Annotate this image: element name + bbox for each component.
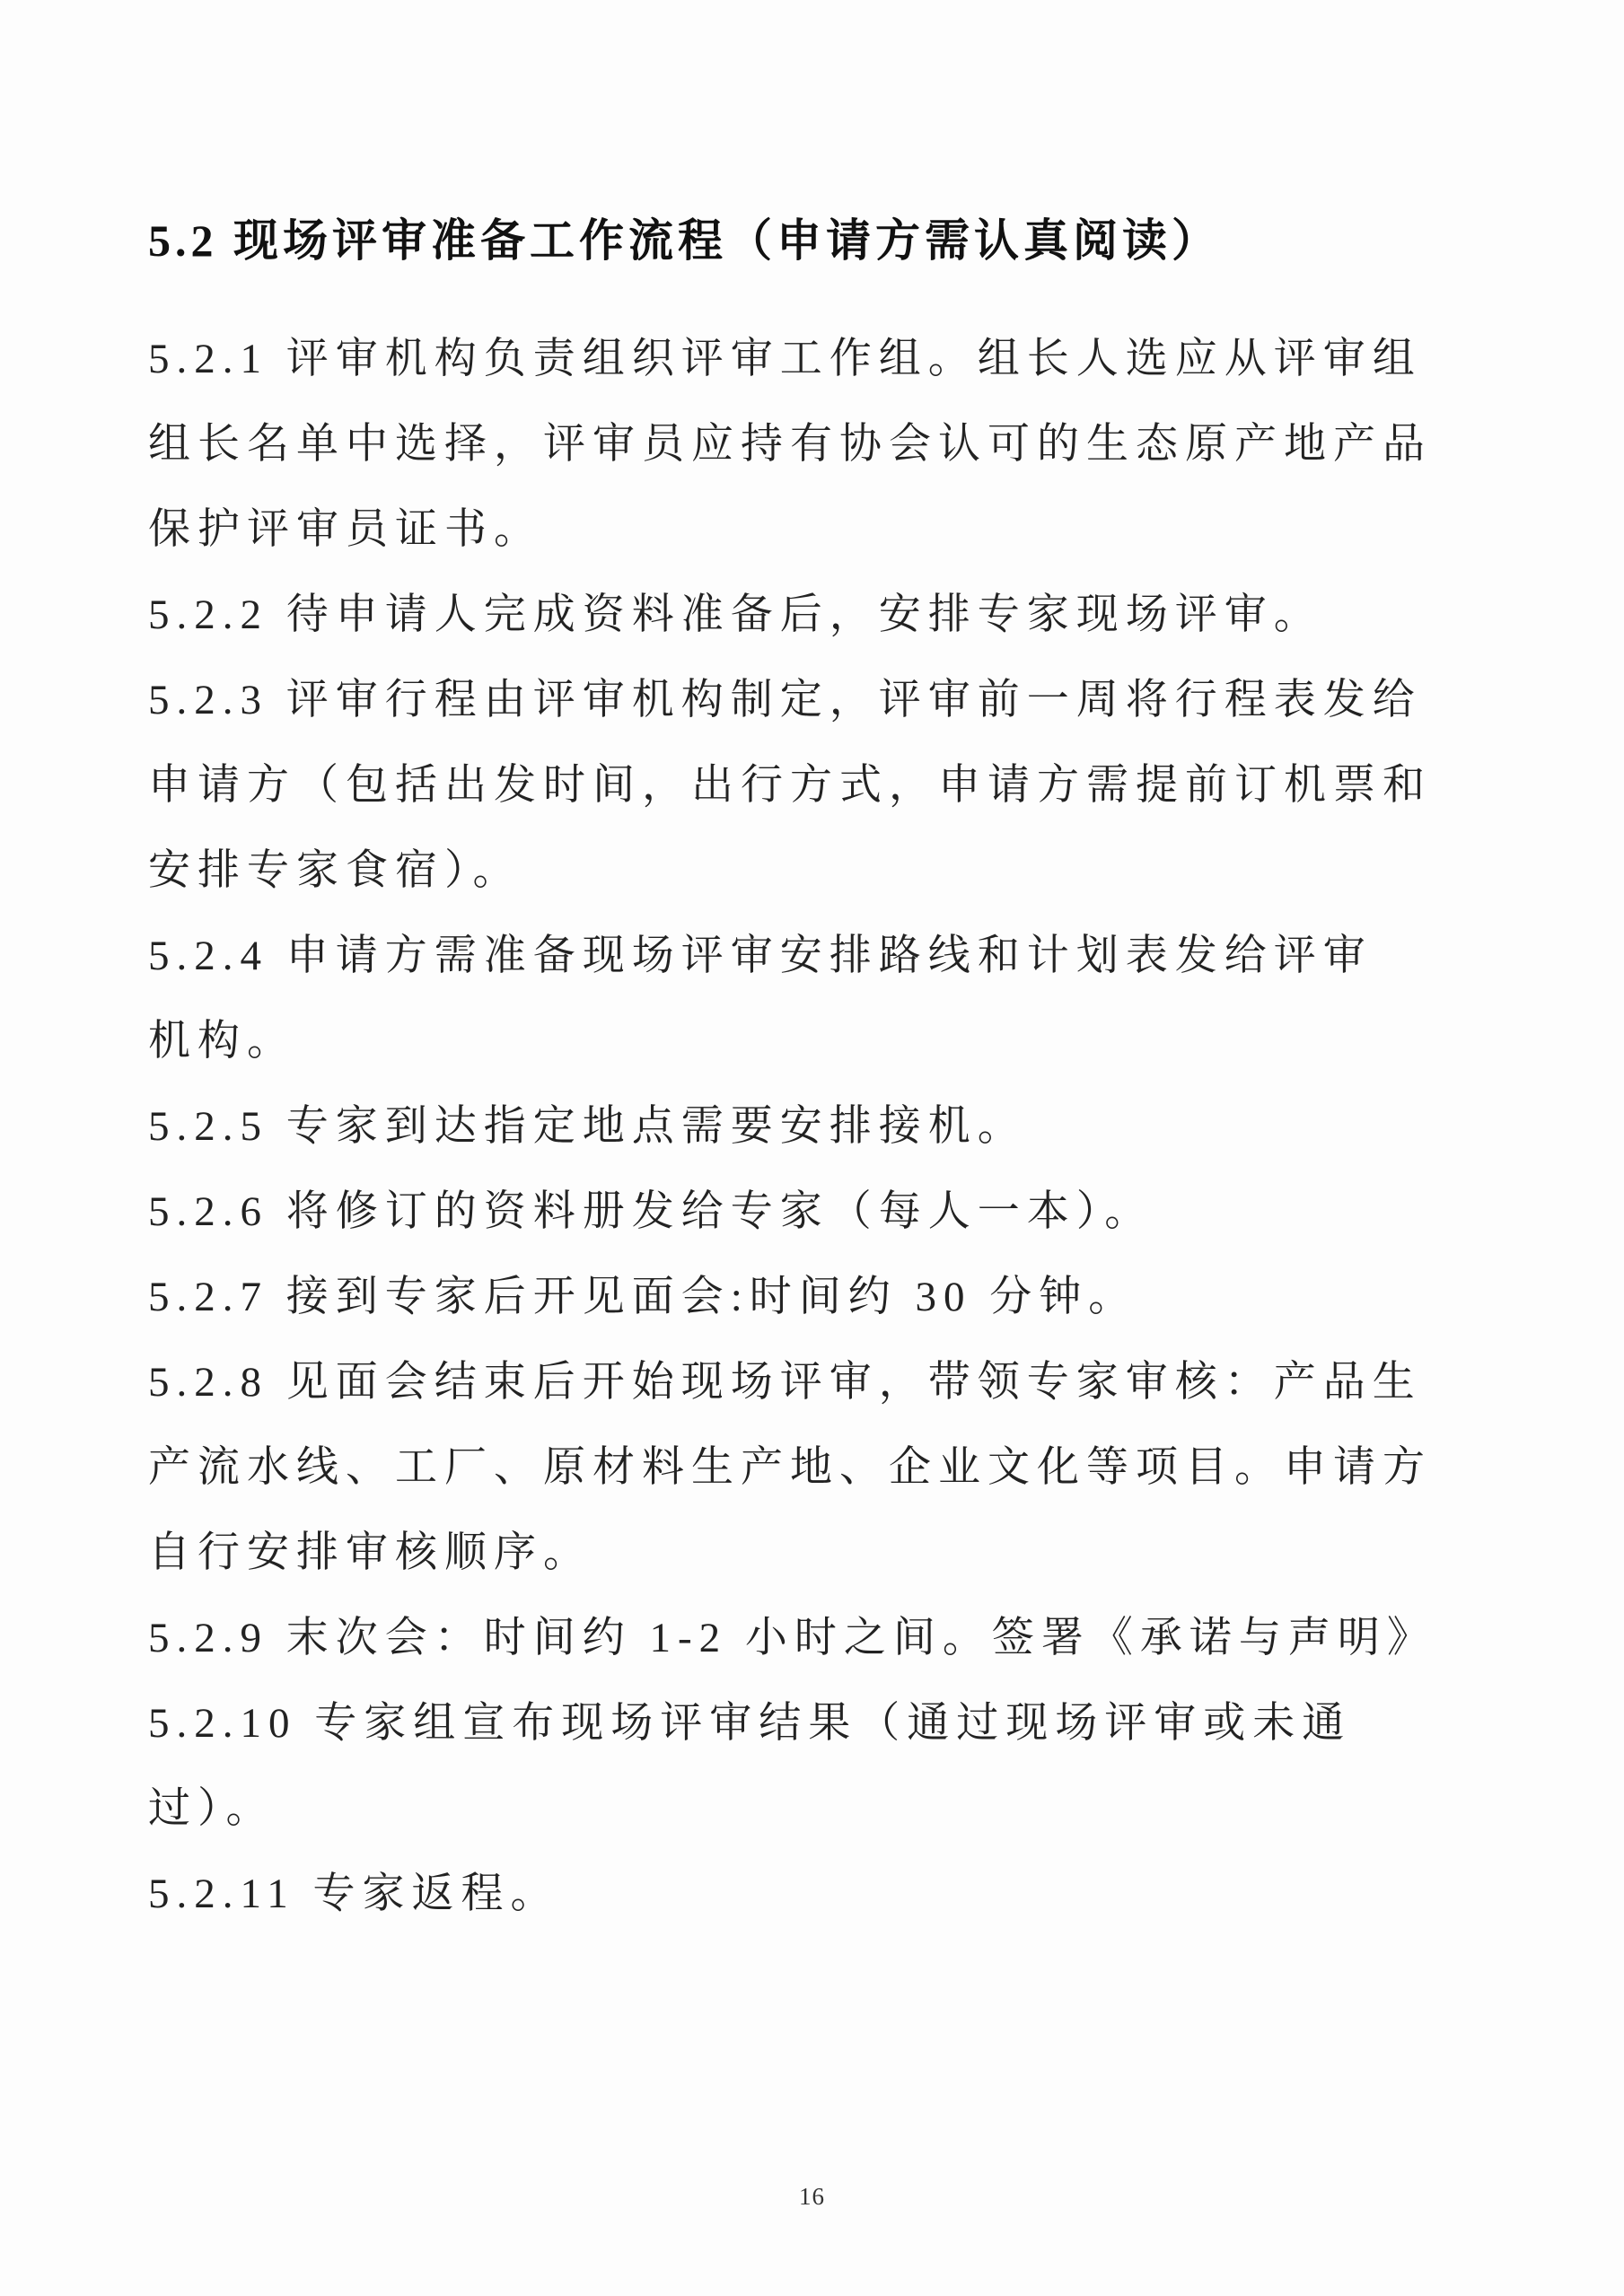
text-line: 5.2.3 评审行程由评审机构制定，评审前一周将行程表发给 (148, 677, 1422, 723)
text-line: 自行安排审核顺序。 (148, 1529, 593, 1576)
text-line: 机构。 (148, 1018, 296, 1065)
text-line: 5.2.11 专家返程。 (148, 1871, 560, 1917)
text-line: 5.2.10 专家组宣布现场评审结果（通过现场评审或未通 (148, 1700, 1352, 1747)
text-line: 5.2.4 申请方需准备现场评审安排路线和计划表发给评审 (148, 933, 1373, 979)
text-line: 产流水线、工厂、原材料生产地、企业文化等项目。申请方 (148, 1444, 1432, 1491)
text-line: 5.2.5 专家到达指定地点需要安排接机。 (148, 1103, 1027, 1150)
text-line: 5.2.8 见面会结束后开始现场评审，带领专家审核：产品生 (148, 1359, 1422, 1406)
section-heading: 5.2 现场评审准备工作流程（申请方需认真阅读） (148, 215, 1221, 266)
text-line: 安排专家食宿）。 (148, 847, 522, 894)
text-line: 5.2.2 待申请人完成资料准备后，安排专家现场评审。 (148, 592, 1323, 638)
text-line: 保护评审员证书。 (148, 506, 543, 553)
text-line: 5.2.6 将修订的资料册发给专家（每人一本）。 (148, 1188, 1154, 1235)
body-text (148, 312, 1479, 1932)
text-line: 申请方（包括出发时间，出行方式，申请方需提前订机票和 (148, 762, 1432, 809)
page-number: 16 (799, 2183, 825, 2210)
text-line: 5.2.7 接到专家后开见面会:时间约 30 分钟。 (148, 1274, 1138, 1320)
text-line: 5.2.9 末次会：时间约 1-2 小时之间。签署《承诺与声明》 (148, 1615, 1436, 1661)
text-line: 过）。 (148, 1785, 276, 1832)
text-line: 组长名单中选择，评审员应持有协会认可的生态原产地产品 (148, 421, 1432, 468)
text-line: 5.2.1 评审机构负责组织评审工作组。组长人选应从评审组 (148, 336, 1422, 382)
